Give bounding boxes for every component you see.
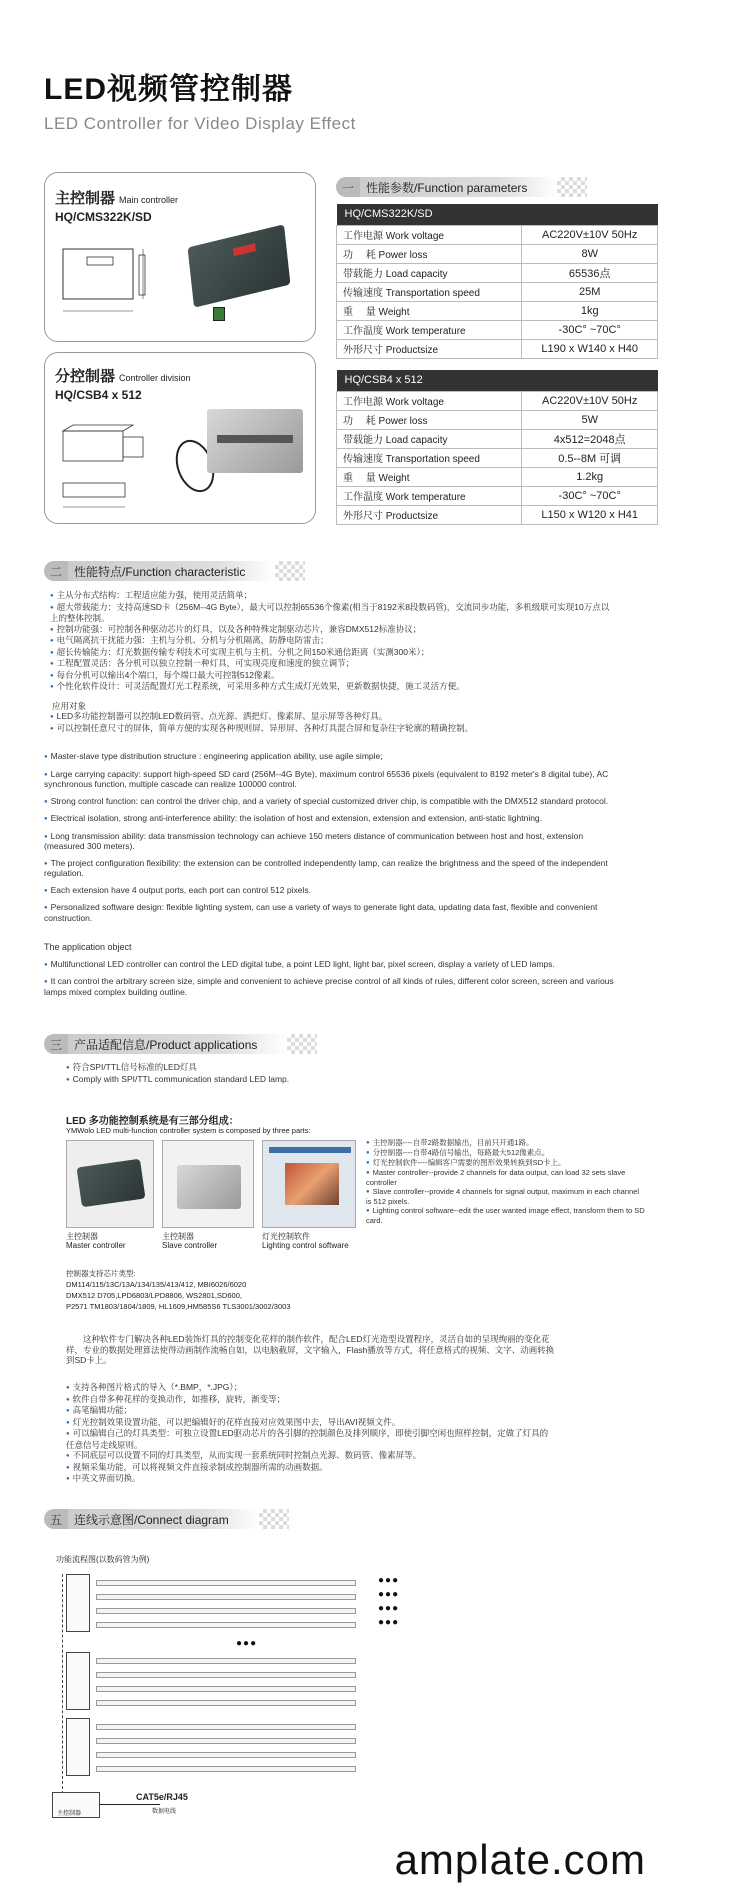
list-item: ● Personalized software design: flexible lighting system, can use a variety of ways to generate light data, updating data fast, flexible and convenient construction. (44, 903, 624, 923)
spec-label: 外形尺寸 Productsize (337, 505, 522, 524)
system-title: LED 多功能控制系统是有三部分组成： (66, 1116, 239, 1127)
spec-value: AC220V±10V 50Hz (522, 225, 658, 244)
spec-label: 传输速度 Transportation speed (337, 448, 522, 467)
dots-icon: ●●● (378, 1589, 400, 1600)
controller-division-title-cn: 分控制器 (55, 368, 116, 385)
main-controller-dimension-drawing (61, 245, 157, 325)
chips-title: 控制器支持芯片类型: (66, 1269, 136, 1278)
system-title-en: YMWolo LED multi-function controller system is composed by three parts: (66, 1126, 311, 1135)
software-titlebar (269, 1147, 351, 1153)
software-features (66, 1382, 556, 1485)
list-item: ● 工程配置灵活：各分机可以独立控制一种灯具，可实现亮度和速度的独立调节； (50, 658, 610, 670)
spec-value: -30C° ~70C° (522, 486, 658, 505)
table-row (337, 391, 658, 410)
software-preview (285, 1163, 339, 1205)
chip-line: P2571 TM1803/1804/1809, HL1609,HM585S6 TLS3001/3002/3003 (66, 1302, 291, 1311)
spec-value: 1.2kg (522, 467, 658, 486)
spec-label: 传输速度 Transportation speed (337, 282, 522, 301)
slave-controller-image (162, 1140, 254, 1228)
spec-label: 工作温度 Work temperature (337, 320, 522, 339)
sd-card-image (213, 307, 225, 321)
spec-value: 1kg (522, 301, 658, 320)
list-item: ● 分控制器----自带4路信号输出，每路最大512像素点。 (366, 1148, 646, 1158)
cable-label-cn: 数据电线 (152, 1809, 177, 1815)
software-screenshot-image (262, 1140, 356, 1228)
list-item: ● LED多功能控制器可以控制LED数码管、点光源、洒把灯、像素屏、显示屏等各种灯具。 (50, 711, 610, 723)
spec-label: 外形尺寸 Productsize (337, 339, 522, 358)
section-number: 三 (44, 1034, 68, 1054)
application-cn-title: 应用对象 (52, 700, 87, 711)
caption-slave (162, 1232, 217, 1250)
connect-diagram (56, 1566, 436, 1818)
caption-en: Master controller (66, 1241, 126, 1250)
section-label: 性能特点/Function characteristic (68, 561, 275, 581)
chip-line: DMX512 D705,LPD6803/LPD8806, WS2801,SD600, (66, 1291, 242, 1300)
spec-value: AC220V±10V 50Hz (522, 391, 658, 410)
spec-label: 工作温度 Work temperature (337, 486, 522, 505)
led-strip (96, 1686, 356, 1692)
section-connect-diagram (44, 1508, 289, 1530)
spec-value: 5W (522, 410, 658, 429)
main-controller-photo (188, 224, 291, 307)
list-item: ● 支持各种图片格式的导入（*.BMP，*.JPG）； (66, 1382, 556, 1394)
list-item: ● 可以控制任意尺寸的屏体，简单方便的实现各种规则屏、异形屏、各种灯具混合屏和复杂往字轮廓的精确控制。 (50, 723, 610, 735)
led-strip (96, 1724, 356, 1730)
list-item: ● 灯光控制效果设置功能，可以把编辑好的花样直接对应效果图中去，导出AVI视频文件。 (66, 1417, 556, 1429)
list-item: ● 电气隔离抗干扰能力强：主机与分机、分机与分机隔离，防静电防雷击； (50, 635, 610, 647)
table-row (337, 244, 658, 263)
list-item: ● 个性化软件设计：可灵活配置灯光工程系统，可采用多种方式生成灯光效果，更新数据快捷，施工灵活方便。 (50, 681, 610, 693)
led-strip (96, 1622, 356, 1628)
list-item: ● Strong control function: can control the driver chip, and a variety of special customized driver chip, is compatible with the DMX512 standard protocol. (44, 797, 624, 808)
list-item: ● Master controller--provide 2 channels for data output, can load 32 sets slave controller (366, 1168, 646, 1187)
led-strip (96, 1608, 356, 1614)
list-item: ● 超长传输能力：灯光数据传输专利技术可实现主机与主机、分机之间150米通信距离（实测300米）； (50, 647, 610, 659)
led-strip (96, 1738, 356, 1744)
list-item: ● 符合SPI/TTL信号标准的LED灯具 (66, 1062, 466, 1074)
list-item: ● 高笔编辑功能； (66, 1405, 556, 1417)
led-strip (96, 1658, 356, 1664)
table-row (337, 282, 658, 301)
characteristics-en (44, 752, 624, 1004)
main-controller-title (55, 187, 178, 208)
master-controller-box (52, 1792, 100, 1818)
led-strip (96, 1672, 356, 1678)
spec-table-master-header: HQ/CMS322K/SD (337, 204, 658, 225)
page-title: LED视频管控制器 (44, 73, 293, 106)
list-item: ● Each extension have 4 output ports, each port can control 512 pixels. (44, 886, 624, 897)
checker-decoration (557, 177, 587, 197)
table-row (337, 467, 658, 486)
main-controller-model: HQ/CMS322K/SD (55, 210, 152, 224)
controller-division-ports (217, 435, 293, 443)
application-en-title: The application object (44, 942, 132, 952)
caption-en: Lighting control software (262, 1241, 349, 1250)
page-subtitle: LED Controller for Video Display Effect (44, 114, 356, 133)
list-item: ● Large carrying capacity: support high-speed SD card (256M--4G Byte), maximum control 65536 pixels (equivalent to 8192 meter's 8 digital tube), AC synchronous function, multiple cascade can realize 100000 control. (44, 770, 624, 790)
caption-en: Slave controller (162, 1241, 218, 1250)
spec-value: 8W (522, 244, 658, 263)
spec-value: 25M (522, 282, 658, 301)
bus-line (62, 1574, 63, 1794)
section-number: 一 (336, 177, 360, 197)
chips-block (66, 1268, 290, 1312)
master-label: 主控制器 (57, 1811, 82, 1817)
spec-value: -30C° ~70C° (522, 320, 658, 339)
table-row (337, 263, 658, 282)
caption-cn: 主控制器 (162, 1232, 194, 1241)
spec-label: 工作电源 Work voltage (337, 225, 522, 244)
list-item: ● 控制功能强：可控制各种驱动芯片的灯具，以及各种特殊定制驱动芯片，兼容DMX512标准协议； (50, 624, 610, 636)
caption-cn: 主控制器 (66, 1232, 98, 1241)
watermark: amplate.com (394, 1836, 646, 1883)
main-controller-title-en: Main controller (119, 195, 179, 205)
main-controller-display (233, 243, 256, 256)
section-number: 五 (44, 1509, 68, 1529)
slave-box (66, 1718, 90, 1776)
spec-label: 重 量 Weight (337, 467, 522, 486)
list-item: ● 超大带载能力：支持高速SD卡（256M--4G Byte），最大可以控制65536个像素(相当于8192米8段数码管)，交流同步功能，多机级联可实现10万点以上的整体控制。 (50, 602, 610, 624)
slave-box (66, 1574, 90, 1632)
product-app-items (66, 1062, 466, 1085)
list-item: ● Long transmission ability: data transmission technology can achieve 150 meters distance of communication between host and host, extension (measured 300 meters). (44, 832, 624, 852)
spec-value: 0.5--8M 可调 (522, 448, 658, 467)
led-strip (96, 1700, 356, 1706)
spec-label: 功 耗 Power loss (337, 410, 522, 429)
spec-table-slave (336, 370, 658, 525)
list-item: ● 中英文界面切换。 (66, 1473, 556, 1485)
controller-division-model: HQ/CSB4 x 512 (55, 388, 142, 402)
spec-label: 带载能力 Load capacity (337, 263, 522, 282)
list-item: ● 主控制器----自带2路数据输出，目前只开通1路。 (366, 1138, 646, 1148)
caption-master (66, 1232, 126, 1250)
list-item: ● Master-slave type distribution structure : engineering application ability, use agile simple; (44, 752, 624, 763)
table-row (337, 486, 658, 505)
controller-division-dimension-drawing (53, 423, 163, 517)
caption-cn: 灯光控制软件 (262, 1232, 310, 1241)
section-function-characteristic (44, 560, 305, 582)
list-item: ● Slave controller--provide 4 channels for signal output, maximum in each channel is 512 pixels. (366, 1187, 646, 1206)
main-controller-title-cn: 主控制器 (55, 190, 116, 207)
chip-line: DM114/115/13C/13A/134/135/413/412, MBI6026/6020 (66, 1280, 247, 1289)
list-item: ● 软件自带多种花样的变换动作，如推移，旋转，渐变等； (66, 1394, 556, 1406)
list-item: ● 视频采集功能，可以将视频文件直接录制成控制器所需的动画数据。 (66, 1462, 556, 1474)
table-row (337, 301, 658, 320)
table-row (337, 429, 658, 448)
controller-division-box (44, 352, 316, 524)
table-row (337, 339, 658, 358)
checker-decoration (287, 1034, 317, 1054)
section-function-parameters (336, 176, 587, 198)
master-device (77, 1159, 146, 1208)
spec-table-slave-header: HQ/CSB4 x 512 (337, 370, 658, 391)
spec-value: 65536点 (522, 263, 658, 282)
system-side-notes (366, 1138, 646, 1225)
list-item: ● 主从分布式结构：工程适应能力强，使用灵活简单； (50, 590, 610, 602)
cable-label: CAT5e/RJ45 (136, 1792, 188, 1802)
led-strip (96, 1580, 356, 1586)
table-row (337, 505, 658, 524)
list-item: ● It can control the arbitrary screen size, simple and convenient to achieve precise control of all kinds of rules, different color screen, screen and various lamps mixed complex building outline. (44, 977, 624, 997)
led-strip (96, 1766, 356, 1772)
table-row (337, 448, 658, 467)
led-strip (96, 1594, 356, 1600)
checker-decoration (259, 1509, 289, 1529)
controller-division-title (55, 365, 191, 386)
section-label: 产品适配信息/Product applications (68, 1034, 287, 1054)
list-item: ● Electrical isolation, strong anti-interference ability: the isolation of host and extension, extension and extension, anti-static lightning. (44, 814, 624, 825)
list-item: ● Lighting control software--edit the user wanted image effect, transform them to SD card. (366, 1206, 646, 1225)
list-item: ● Comply with SPI/TTL communication standard LED lamp. (66, 1074, 466, 1086)
controller-division-title-en: Controller division (119, 373, 191, 383)
list-item: ● The project configuration flexibility: the extension can be controlled independently lamp, can realize the brightness and the speed of the independent regulation. (44, 859, 624, 879)
controller-division-photo (207, 409, 303, 473)
section-label: 连线示意图/Connect diagram (68, 1509, 259, 1529)
spec-value: L190 x W140 x H40 (522, 339, 658, 358)
list-item: ● 每台分机可以输出4个端口，每个端口最大可控制512像素。 (50, 670, 610, 682)
list-item: ● 不同底层可以设置不同的灯具类型，从而实现一套系统同时控制点光源、数码管、像素屏等。 (66, 1450, 556, 1462)
checker-decoration (275, 561, 305, 581)
characteristics-cn (50, 590, 610, 734)
spec-label: 重 量 Weight (337, 301, 522, 320)
main-controller-box (44, 172, 316, 342)
section-label: 性能参数/Function parameters (360, 177, 557, 197)
spec-value: L150 x W120 x H41 (522, 505, 658, 524)
dots-icon: ●●● (236, 1638, 258, 1649)
spec-value: 4x512=2048点 (522, 429, 658, 448)
slave-box (66, 1652, 90, 1710)
section-number: 二 (44, 561, 68, 581)
section-product-applications (44, 1033, 317, 1055)
master-controller-image (66, 1140, 154, 1228)
list-item: ● 可以编辑自己的灯具类型：可独立设置LED驱动芯片的各引脚的控制颜色及排列顺序，即使引脚空闲也照样控制，定做了灯具的任意信号走线原则。 (66, 1428, 556, 1450)
slave-device (177, 1165, 241, 1209)
diagram-title: 功能流程图(以数码管为例) (56, 1555, 150, 1564)
caption-software (262, 1232, 349, 1250)
spec-label: 工作电源 Work voltage (337, 391, 522, 410)
dots-icon: ●●● (378, 1617, 400, 1628)
table-row (337, 410, 658, 429)
software-paragraph: 这种软件专门解决各种LED装饰灯具的控制变化花样的制作软件，配合LED灯光造型设置程序，灵活自如的呈现绚丽的变化花样，专业的数据处理算法使得动画制作流畅自如，以电脑截屏，文字输入，Flash播放等方式，将任意格式的视频、文字、动画转换到SD卡上。 (66, 1334, 555, 1365)
table-row (337, 225, 658, 244)
spec-label: 功 耗 Power loss (337, 244, 522, 263)
list-item: ● Multifunctional LED controller can control the LED digital tube, a point LED light, light bar, pixel screen, display a variety of LED lamps. (44, 960, 624, 971)
list-item: ● 灯光控制软件----编辑客户需要的图形效果转换到SD卡上。 (366, 1158, 646, 1168)
dots-icon: ●●● (378, 1603, 400, 1614)
dots-icon: ●●● (378, 1575, 400, 1586)
led-strip (96, 1752, 356, 1758)
spec-label: 带载能力 Load capacity (337, 429, 522, 448)
cable-line (100, 1804, 160, 1805)
spec-table-master (336, 204, 658, 359)
table-row (337, 320, 658, 339)
